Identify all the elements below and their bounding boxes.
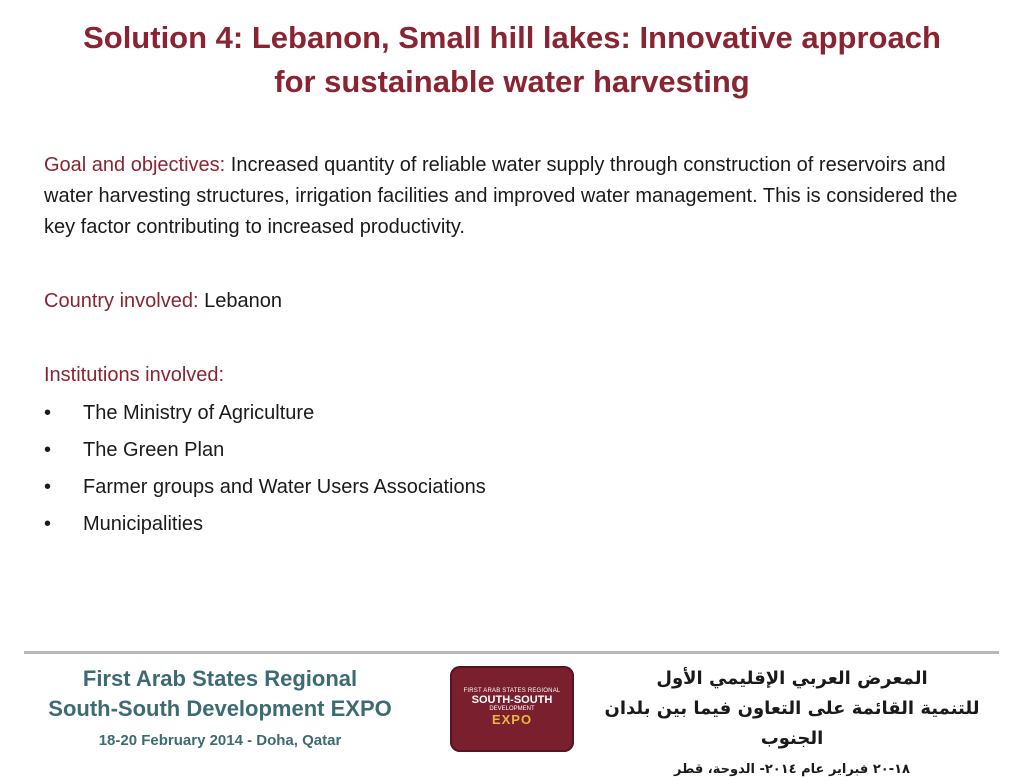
bullet-icon: • [44, 513, 52, 535]
country-value: Lebanon [198, 290, 282, 312]
slide-title [40, 16, 984, 104]
list-item [44, 469, 974, 506]
bullet-icon: • [44, 439, 52, 461]
bullet-icon: • [44, 476, 52, 498]
goal-label: Goal and objectives: [44, 154, 226, 176]
goal-paragraph [44, 150, 974, 243]
list-item [44, 432, 974, 469]
institutions-label: Institutions involved: [44, 364, 225, 386]
country-paragraph [44, 286, 974, 317]
footer-en-line1: First Arab States Regional [82, 666, 358, 691]
list-item-text: Municipalities [83, 513, 204, 535]
slide-content [44, 150, 974, 543]
footer-english [10, 664, 430, 749]
list-item-text: Farmer groups and Water Users Associations [83, 476, 486, 498]
footer-ar-date: ١٨-٢٠ فبراير عام ٢٠١٤- الدوحة، قطر [674, 762, 910, 777]
footer-en-line2: South-South Development EXPO [48, 696, 392, 721]
list-item [44, 395, 974, 432]
logo-line1: FIRST ARAB STATES REGIONAL [463, 688, 561, 694]
slide-title-line2: for sustainable water harvesting [274, 64, 750, 99]
list-item-text: The Ministry of Agriculture [83, 402, 315, 424]
logo-line3: DEVELOPMENT [489, 706, 535, 712]
institutions-heading [44, 360, 974, 391]
list-item [44, 506, 974, 543]
bullet-icon: • [44, 402, 52, 424]
footer-ar-line1: المعرض العربي الإقليمي الأول [656, 668, 928, 689]
slide-title-line1: Solution 4: Lebanon, Small hill lakes: Innovative approach [83, 20, 941, 55]
country-label: Country involved: [44, 290, 199, 312]
goal-text: Increased quantity of reliable water supply through construction of reservoirs and water harvesting structures, irrigation facilities and improved water management. This is considered the key factor contributing to increased productivity. [44, 154, 958, 238]
footer-divider [24, 651, 999, 654]
footer-ar-line2: للتنمية القائمة على التعاون فيما بين بلدان الجنوب [604, 698, 980, 749]
logo-line4: EXPO [491, 712, 533, 727]
expo-logo [450, 666, 574, 752]
list-item-text: The Green Plan [83, 439, 225, 461]
institutions-list [44, 395, 974, 543]
logo-line2: SOUTH-SOUTH [471, 694, 553, 706]
footer-arabic [582, 664, 1002, 777]
footer-en-date: 18-20 February 2014 - Doha, Qatar [98, 732, 342, 749]
